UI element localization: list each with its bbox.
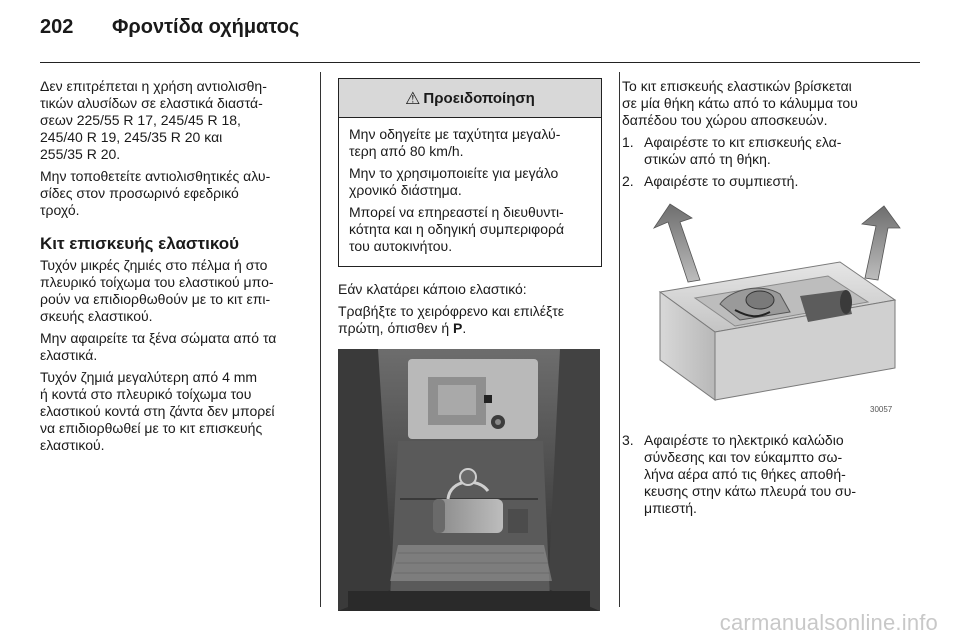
snow-chain-paragraph: Δεν επιτρέπεται η χρήση αντιολισθη- τικών αλυσίδων σε ελαστικά διαστά- σεων 225/55 R 17, 245/45 R 18, 245/40 R 19, 245/35 R 20 και 255/35 R 20.: [40, 78, 267, 162]
foreign-objects-paragraph: Μην αφαιρείτε τα ξένα σώματα από τα ελαστικά.: [40, 330, 277, 363]
column-left: [40, 78, 310, 459]
warning-title: Προειδοποίηση: [423, 89, 535, 107]
step-number: 3.: [622, 432, 634, 448]
kit-location-paragraph: Το κιτ επισκευής ελαστικών βρίσκεται σε μία θήκη κάτω από το κάλυμμα του δαπέδου του χώρου αποσκευών.: [622, 78, 858, 128]
page-number: 202: [40, 16, 74, 38]
handbrake-paragraph: [338, 303, 602, 337]
step-text: Αφαιρέστε το κιτ επισκευής ελα- στικών από τη θήκη.: [644, 134, 842, 167]
warning-box: [338, 78, 602, 267]
kit-illustration: [640, 200, 910, 422]
step-text: Αφαιρέστε το συμπιεστή.: [644, 173, 799, 189]
warning-duration: Μην το χρησιμοποιείτε για μεγάλο χρονικό διάστημα.: [349, 165, 559, 198]
handbrake-text-end: .: [462, 320, 467, 336]
figure-label: 30057: [870, 405, 893, 414]
handbrake-text: Τραβήξτε το χειρόφρενο και επιλέξτε πρώτη, όπισθεν ή: [338, 303, 565, 336]
steps-list-continued: [622, 432, 912, 517]
step-text: Αφαιρέστε το ηλεκτρικό καλώδιο σύνδεσης και τον εύκαμπτο σω- λήνα αέρα από τις θήκες αποθή- κευσης στην κάτω πλευρά του συ- μπιεστή.: [644, 432, 857, 516]
column-divider-right: [619, 72, 620, 607]
step-item: [622, 173, 912, 190]
watermark: carmanualsonline.info: [719, 610, 938, 635]
flat-tyre-paragraph: Εάν κλατάρει κάποιο ελαστικό:: [338, 281, 527, 297]
snow-chain-spare-paragraph: Μην τοποθετείτε αντιολισθητικές αλυ- σίδες στον προσωρινό εφεδρικό τροχό.: [40, 168, 271, 218]
header-rule: [40, 62, 920, 63]
kit-box-drawing: [640, 200, 910, 422]
warning-header: [339, 79, 601, 118]
section-heading: Κιτ επισκευής ελαστικού: [40, 234, 240, 253]
park-gear-label: P: [453, 320, 463, 336]
warning-body: [339, 118, 601, 266]
step-item: [622, 134, 912, 168]
trunk-photo-illustration: [338, 349, 600, 611]
step-number: 2.: [622, 173, 634, 189]
step-number: 1.: [622, 134, 634, 150]
warning-handling: Μπορεί να επηρεαστεί η διευθυντι- κότητα και η οδηγική συμπεριφορά του αυτοκινήτου.: [349, 204, 565, 254]
page-title: Φροντίδα οχήματος: [112, 16, 300, 38]
repair-kit-paragraph: Τυχόν μικρές ζημιές στο πέλμα ή στο πλευρικό τοίχωμα του ελαστικού μπο- ρούν να επιδιορθωθούν με το κιτ επι- σκευής ελαστικού.: [40, 257, 274, 324]
damage-limit-paragraph: Τυχόν ζημιά μεγαλύτερη από 4 mm ή κοντά στο πλευρικό τοίχωμα του ελαστικού κοντά στη ζάντα δεν μπορεί να επιδιορθωθεί με το κιτ επισκευής ελαστικού.: [40, 369, 275, 453]
column-middle: [338, 78, 602, 611]
column-divider-left: [320, 72, 321, 607]
steps-list: [622, 134, 912, 190]
warning-speed: Μην οδηγείτε με ταχύτητα μεγαλύ- τερη από 80 km/h.: [349, 126, 561, 159]
trunk-photo: [338, 349, 600, 611]
column-right: [622, 78, 912, 522]
warning-triangle-icon: ⚠: [405, 88, 421, 108]
step-item: [622, 432, 912, 517]
